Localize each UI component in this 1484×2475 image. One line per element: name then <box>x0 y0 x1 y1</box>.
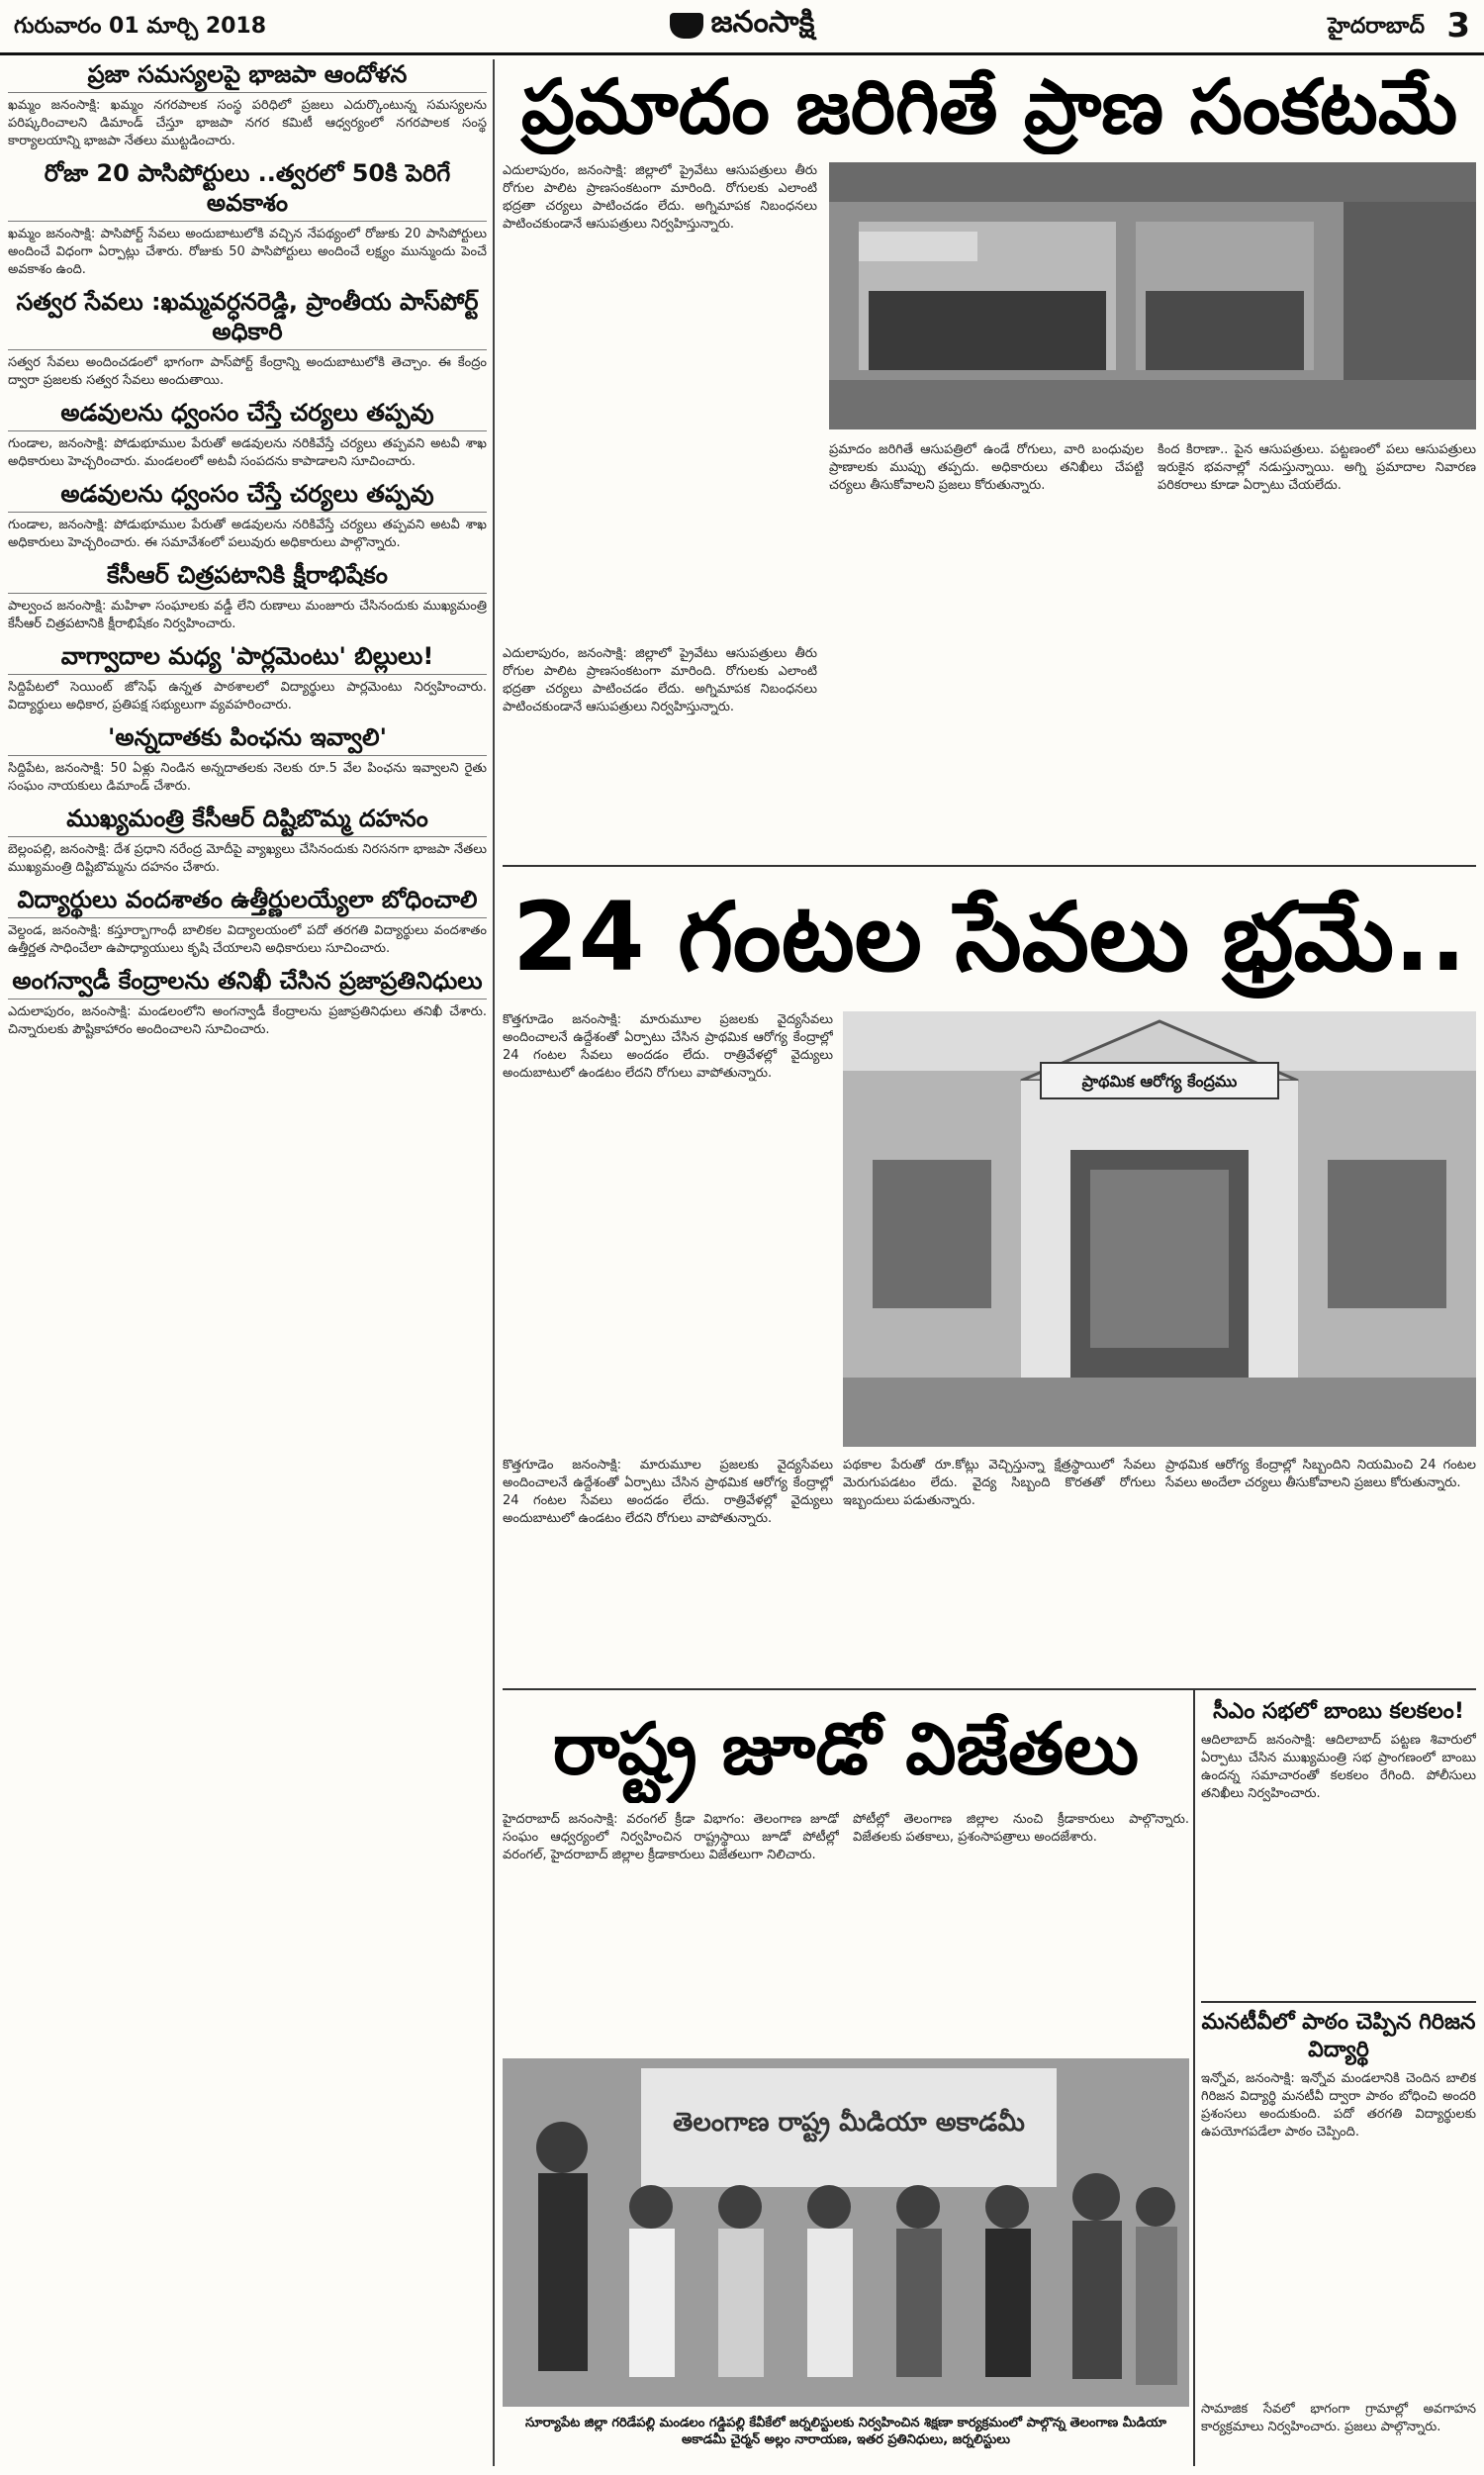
danger-body-1: ఎదులాపురం, జనంసాక్షి: జిల్లాలో ప్రైవేటు ఆసుపత్రులు తీరు రోగుల పాలిట ప్రాణసంకటంగా మారింది. రోగులకు ఎలాంటి భద్రతా చర్యలు పాటించడం లేదు. అగ్నిమాపక నిబంధనలు పాటించకుండానే ఆసుపత్రులు నిర్వహిస్తున్నారు. <box>503 163 817 232</box>
story-anganwadi <box>8 966 487 1039</box>
story-headline: అంగన్వాడీ కేంద్రాలను తనిఖీ చేసిన ప్రజాప్రతినిధులు <box>8 966 487 1000</box>
story-body: ఖమ్మం జనంసాక్షి: పాసిపోర్ట్ సేవలు అందుబాటులోకి వచ్చిన నేపథ్యంలో రోజుకు 20 పాసిపోర్టులు అందించే విధంగా ఏర్పాట్లు చేశారు. రోజుకు 50 పాసిపోర్టులు అందించే లక్ష్యం మున్ముందు పెంచే అవకాశం ఉంది. <box>8 227 487 277</box>
story-body: సత్వర సేవలు అందించడంలో భాగంగా పాస్‌పోర్ట్ కేంద్రాన్ని అందుబాటులోకి తెచ్చాం. ఈ కేంద్రం ద్వారా ప్రజలకు సత్వర సేవలు అందుతాయి. <box>8 355 487 388</box>
health-body-1-cont: కొత్తగూడెం జనంసాక్షి: మారుమూల ప్రజలకు వైద్యసేవలు అందించాలనే ఉద్దేశంతో ఏర్పాటు చేసిన ప్రాథమిక ఆరోగ్య కేంద్రాల్లో 24 గంటల సేవలు అందడం లేదు. రాత్రివేళల్లో వైద్యులు అందుబాటులో ఉండటం లేదని రోగులు వాపోతున్నారు. <box>503 1458 833 1526</box>
story-body: గుండాల, జనంసాక్షి: పోడుభూముల పేరుతో అడవులను నరికివేస్తే చర్యలు తప్పవని అటవీ శాఖ అధికారులు హెచ్చరించారు. మండలంలో అటవీ సంపదను కాపాడాలని సూచించారు. <box>8 436 487 469</box>
edition-city: హైదరాబాద్ <box>1328 14 1425 39</box>
section-divider <box>503 1688 1476 1690</box>
story-farmer-pension <box>8 722 487 796</box>
headline-judo-winners: రాష్ట్ర జూడో విజేతలు <box>552 1707 1140 1790</box>
story-kcr-portrait <box>8 560 487 633</box>
story-body: సిద్దిపేటలో సెయింట్ జోసెఫ్ ఉన్నత పాఠశాలలో విద్యార్థులు పార్లమెంటు నిర్వహించారు. విద్యార్థులు అధికార, ప్రతిపక్ష సభ్యులుగా వ్యవహరించారు. <box>8 680 487 713</box>
story-headline: అడవులను ధ్వంసం చేస్తే చర్యలు తప్పవు <box>8 398 487 431</box>
story-headline: ప్రజా సమస్యలపై భాజపా ఆందోళన <box>8 59 487 93</box>
story-headline: విద్యార్థులు వందశాతం ఉత్తీర్ణులయ్యేలా బోధించాలి <box>8 885 487 918</box>
danger-body-1-cont: ఎదులాపురం, జనంసాక్షి: జిల్లాలో ప్రైవేటు ఆసుపత్రులు తీరు రోగుల పాలిట ప్రాణసంకటంగా మారింది. రోగులకు ఎలాంటి భద్రతా చర్యలు పాటించడం లేదు. అగ్నిమాపక నిబంధనలు పాటించకుండానే ఆసుపత్రులు నిర్వహిస్తున్నారు. <box>503 646 817 714</box>
story-body: సిద్దిపేట, జనంసాక్షి: 50 ఏళ్లు నిండిన అన్నదాతలకు నెలకు రూ.5 వేల పింఛను ఇవ్వాలని రైతు సంఘం నాయకులు డిమాండ్ చేశారు. <box>8 761 487 794</box>
story-body: ఎదులాపురం, జనంసాక్షి: మండలంలోని అంగన్వాడీ కేంద్రాలను ప్రజాప్రతినిధులు తనిఖీ చేశారు. చిన్నారులకు పౌష్టికాహారం అందించాలని సూచించారు. <box>8 1004 487 1037</box>
main-news-area <box>503 59 1476 2466</box>
sidebar-body: ఇన్నోవ, జనంసాక్షి: ఇన్నోవ మండలానికి చెందిన బాలిక గిరిజన విద్యార్థి మనటీవీ ద్వారా పాఠం బోధించి అందరి ప్రశంసలు అందుకుంది. పదో తరగతి విద్యార్థులకు ఉపయోగపడేలా పాఠం చెప్పింది. <box>1201 2071 1476 2140</box>
story-effigy-burning <box>8 804 487 877</box>
story-body: ఖమ్మం జనంసాక్షి: ఖమ్మం నగరపాలక సంస్థ పరిధిలో ప్రజలు ఎదుర్కొంటున్న సమస్యలను పరిష్కరించాలని డిమాండ్ చేస్తూ భాజపా నగర కమిటీ ఆధ్వర్యంలో నగరపాలక సంస్థ కార్యాలయాన్ని భాజపా నేతలు ముట్టడించారు. <box>8 98 487 148</box>
story-headline: రోజా 20 పాసిపోర్టులు ..త్వరలో 50కి పెరిగే అవకాశం <box>8 158 487 222</box>
section-divider <box>503 865 1476 867</box>
story-headline: ముఖ్యమంత్రి కేసీఆర్ దిష్టిబొమ్మ దహనం <box>8 804 487 837</box>
headline-24-hour-services: 24 గంటల సేవలు భ్రమే.. <box>511 882 1467 993</box>
sidebar-divider <box>1193 1690 1195 2466</box>
danger-body-2: ప్రమాదం జరిగితే ఆసుపత్రిలో ఉండే రోగులు, వారి బంధువుల ప్రాణాలకు ముప్పు తప్పదు. అధికారులు తనిఖీలు చేపట్టి చర్యలు తీసుకోవాలని ప్రజలు కోరుతున్నారు. <box>829 442 1144 493</box>
hospital-building-illustration <box>829 162 1476 429</box>
story-forest-2 <box>8 479 487 552</box>
sidebar-rule <box>1201 2001 1476 2003</box>
story-body: బెల్లంపల్లి, జనంసాక్షి: దేశ ప్రధాని నరేంద్ర మోదీపై వ్యాఖ్యలు చేసినందుకు నిరసనగా భాజపా నేతలు ముఖ్యమంత్రి దిష్టిబొమ్మను దహనం చేశారు. <box>8 842 487 875</box>
issue-date: గురువారం 01 మార్చి 2018 <box>14 14 267 39</box>
photo-caption: సూర్యాపేట జిల్లా గరిడేపల్లి మండలం గడ్డిపల్లి కేవీకేలో జర్నలిస్టులకు నిర్వహించిన శిక్షణా కార్యక్రమంలో పాల్గొన్న తెలంగాణ మీడియా అకాడమీ చైర్మన్ అల్లం నారాయణ, ఇతర ప్రతినిధులు, జర్నలిస్టులు <box>525 2416 1166 2447</box>
left-news-column <box>8 59 487 2466</box>
story-body: పాల్వంచ జనంసాక్షి: మహిళా సంఘాలకు వడ్డీ లేని రుణాలు మంజూరు చేసినందుకు ముఖ్యమంత్రి కేసీఆర్ చిత్రపటానికి క్షీరాభిషేకం నిర్వహించారు. <box>8 599 487 631</box>
story-student-results <box>8 885 487 958</box>
phc-sign: ప్రాథమిక ఆరోగ్య కేంద్రము <box>1081 1072 1238 1091</box>
headline-hospital-danger: ప్రమాదం జరిగితే ప్రాణ సంకటమే <box>520 62 1458 150</box>
story-passport-officer <box>8 287 487 390</box>
sidebar-story-tribal-student <box>1201 2009 1476 2395</box>
phc-building-photo <box>843 1011 1476 1447</box>
column-divider <box>493 59 495 2466</box>
story-headline: కేసీఆర్ చిత్రపటానికి క్షీరాభిషేకం <box>8 560 487 594</box>
story-headline: వాగ్వాదాల మధ్య 'పార్లమెంటు' బిల్లులు! <box>8 641 487 675</box>
sidebar-body: సామాజిక సేవలో భాగంగా గ్రామాల్లో అవగాహన కార్యక్రమాలు నిర్వహించారు. ప్రజలు పాల్గొన్నారు. <box>1201 2402 1476 2434</box>
story-passports <box>8 158 487 279</box>
story-forest-1 <box>8 398 487 471</box>
health-body-1: కొత్తగూడెం జనంసాక్షి: మారుమూల ప్రజలకు వైద్యసేవలు అందించాలనే ఉద్దేశంతో ఏర్పాటు చేసిన ప్రాథమిక ఆరోగ్య కేంద్రాల్లో 24 గంటల సేవలు అందడం లేదు. రాత్రివేళల్లో వైద్యులు అందుబాటులో ఉండటం లేదని రోగులు వాపోతున్నారు. <box>503 1012 833 1081</box>
newspaper-logo <box>633 6 851 46</box>
story-headline: సత్వర సేవలు :ఖమ్మవర్ధనరెడ్డి, ప్రాంతీయ పాస్‌పోర్ట్ అధికారి <box>8 287 487 350</box>
page-number: 3 <box>1446 6 1470 46</box>
judo-body-1: హైదరాబాద్ జనంసాక్షి: వరంగల్ క్రీడా విభాగం: తెలంగాణ జూడో సంఘం ఆధ్వర్యంలో నిర్వహించిన రాష్ట్రస్థాయి జూడో పోటీల్లో వరంగల్, హైదరాబాద్ జిల్లాల క్రీడాకారులు విజేతలుగా నిలిచారు. <box>503 1812 839 1862</box>
story-headline: 'అన్నదాతకు పింఛను ఇవ్వాలి' <box>8 722 487 756</box>
sidebar-story-bottom <box>1201 2401 1476 2466</box>
hospital-building-photo <box>829 162 1476 429</box>
sidebar-body: ఆదిలాబాద్ జనంసాక్షి: ఆదిలాబాద్ పట్టణ శివారులో ఏర్పాటు చేసిన ముఖ్యమంత్రి సభ ప్రాంగణంలో బాంబు ఉందన్న సమాచారంతో కలకలం రేగింది. పోలీసులు తనిఖీలు నిర్వహించారు. <box>1201 1733 1476 1801</box>
logo-text: జనంసాక్షి <box>710 5 815 40</box>
story-student-parliament <box>8 641 487 714</box>
media-academy-event-photo <box>503 2058 1189 2407</box>
sidebar-headline: మనటీవీలో పాఠం చెప్పిన గిరిజన విద్యార్థి <box>1201 2010 1476 2062</box>
sidebar-story-bomb <box>1201 1698 1476 1995</box>
story-bjp-protest <box>8 59 487 150</box>
masthead <box>0 0 1484 55</box>
story-body: వెల్దండ, జనంసాక్షి: కస్తూర్బాగాంధీ బాలికల విద్యాలయంలో పదో తరగతి విద్యార్థులు వందశాతం ఉత్తీర్ణత సాధించేలా ఉపాధ్యాయులు కృషి చేయాలని అధికారులు సూచించారు. <box>8 923 487 956</box>
logo-emblem-icon <box>670 13 703 39</box>
judo-body-2: పోటీల్లో తెలంగాణ జిల్లాల నుంచి క్రీడాకారులు పాల్గొన్నారు. విజేతలకు పతకాలు, ప్రశంసాపత్రాలు అందజేశారు. <box>853 1812 1189 1845</box>
media-academy-banner: తెలంగాణ రాష్ట్ర మీడియా అకాడమీ <box>673 2108 1025 2138</box>
health-body-3: ప్రాథమిక ఆరోగ్య కేంద్రాల్లో సిబ్బందిని నియమించి 24 గంటల సేవలు అందేలా చర్యలు తీసుకోవాలని ప్రజలు కోరుతున్నారు. <box>1165 1458 1476 1490</box>
story-headline: అడవులను ధ్వంసం చేస్తే చర్యలు తప్పవు <box>8 479 487 513</box>
story-body: గుండాల, జనంసాక్షి: పోడుభూముల పేరుతో అడవులను నరికివేస్తే చర్యలు తప్పవని అటవీ శాఖ అధికారులు హెచ్చరించారు. ఈ సమావేశంలో పలువురు అధికారులు పాల్గొన్నారు. <box>8 518 487 550</box>
sidebar-headline: సీఎం సభలో బాంబు కలకలం! <box>1213 1699 1464 1724</box>
danger-body-3: కింద కిరాణా.. పైన ఆసుపత్రులు. పట్టణంలో పలు ఆసుపత్రులు ఇరుకైన భవనాల్లో నడుస్తున్నాయి. అగ్ని ప్రమాదాల నివారణ పరికరాలు కూడా ఏర్పాటు చేయలేదు. <box>1158 442 1476 493</box>
health-body-2: పథకాల పేరుతో రూ.కోట్లు వెచ్చిస్తున్నా క్షేత్రస్థాయిలో సేవలు మెరుగుపడటం లేదు. వైద్య సిబ్బంది కొరతతో రోగులు ఇబ్బందులు పడుతున్నారు. <box>843 1458 1156 1508</box>
